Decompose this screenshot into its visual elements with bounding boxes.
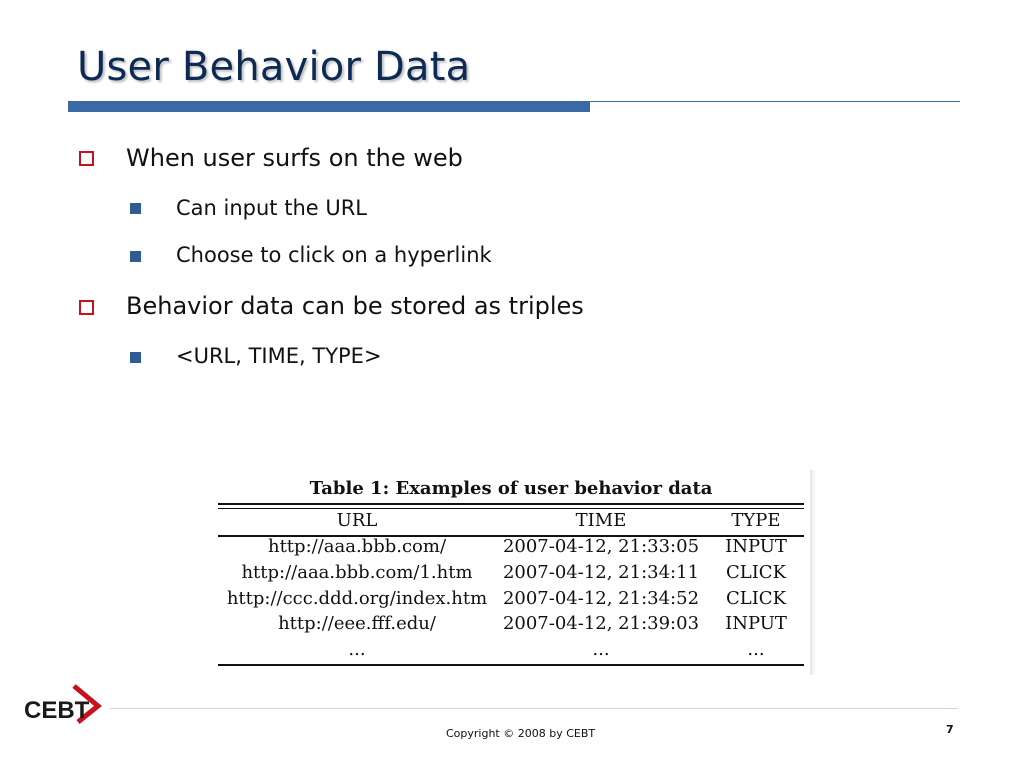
table-cell-time: 2007-04-12, 21:34:11 bbox=[502, 562, 700, 583]
bullet-text: When user surfs on the web bbox=[126, 144, 463, 172]
table-header-url: URL bbox=[336, 510, 378, 531]
filled-square-bullet-icon bbox=[130, 352, 141, 363]
title-underline-thin bbox=[590, 101, 960, 102]
copyright-text: Copyright © 2008 by CEBT bbox=[446, 727, 596, 740]
table-top-rule-inner bbox=[218, 508, 804, 509]
table-top-rule bbox=[218, 503, 804, 505]
sub-bullet-text: Can input the URL bbox=[176, 196, 368, 220]
filled-square-bullet-icon bbox=[130, 251, 141, 262]
table-cell-type: CLICK bbox=[725, 588, 787, 609]
sub-bullet-text: Choose to click on a hyperlink bbox=[176, 243, 492, 267]
table-cell-url: http://aaa.bbb.com/ bbox=[267, 536, 447, 557]
filled-square-bullet-icon bbox=[130, 203, 141, 214]
table-cell-url: ... bbox=[348, 639, 366, 660]
table-bottom-rule bbox=[218, 664, 804, 666]
cebt-logo bbox=[22, 680, 112, 726]
sub-bullet-text: <URL, TIME, TYPE> bbox=[176, 344, 382, 368]
table-cell-time: 2007-04-12, 21:39:03 bbox=[502, 613, 700, 634]
table-cell-type: ... bbox=[747, 639, 765, 660]
table-cell-type: INPUT bbox=[725, 536, 787, 557]
table-cell-url: http://eee.fff.edu/ bbox=[278, 613, 436, 634]
page-number: 7 bbox=[946, 723, 954, 736]
table-header-time: TIME bbox=[575, 510, 627, 531]
footer-divider bbox=[110, 708, 958, 709]
table-caption: Table 1: Examples of user behavior data bbox=[309, 478, 713, 499]
title-underline-thick bbox=[68, 101, 590, 112]
hollow-square-bullet-icon bbox=[79, 151, 94, 166]
logo-text: CEBT bbox=[24, 697, 90, 724]
table-header-type: TYPE bbox=[731, 510, 781, 531]
bullet-text: Behavior data can be stored as triples bbox=[126, 292, 584, 320]
table-cell-time: 2007-04-12, 21:33:05 bbox=[502, 536, 700, 557]
table-cell-time: 2007-04-12, 21:34:52 bbox=[502, 588, 700, 609]
table-cell-url: http://aaa.bbb.com/1.htm bbox=[241, 562, 473, 583]
table-image-shadow bbox=[810, 470, 816, 675]
table-cell-time: ... bbox=[592, 639, 610, 660]
table-cell-type: CLICK bbox=[725, 562, 787, 583]
table-cell-url: http://ccc.ddd.org/index.htm bbox=[226, 588, 488, 609]
table-cell-type: INPUT bbox=[725, 613, 787, 634]
slide-title: User Behavior Data bbox=[77, 44, 471, 90]
cebt-logo-mark-icon bbox=[22, 680, 112, 726]
behavior-data-table bbox=[218, 470, 804, 670]
hollow-square-bullet-icon bbox=[79, 300, 94, 315]
